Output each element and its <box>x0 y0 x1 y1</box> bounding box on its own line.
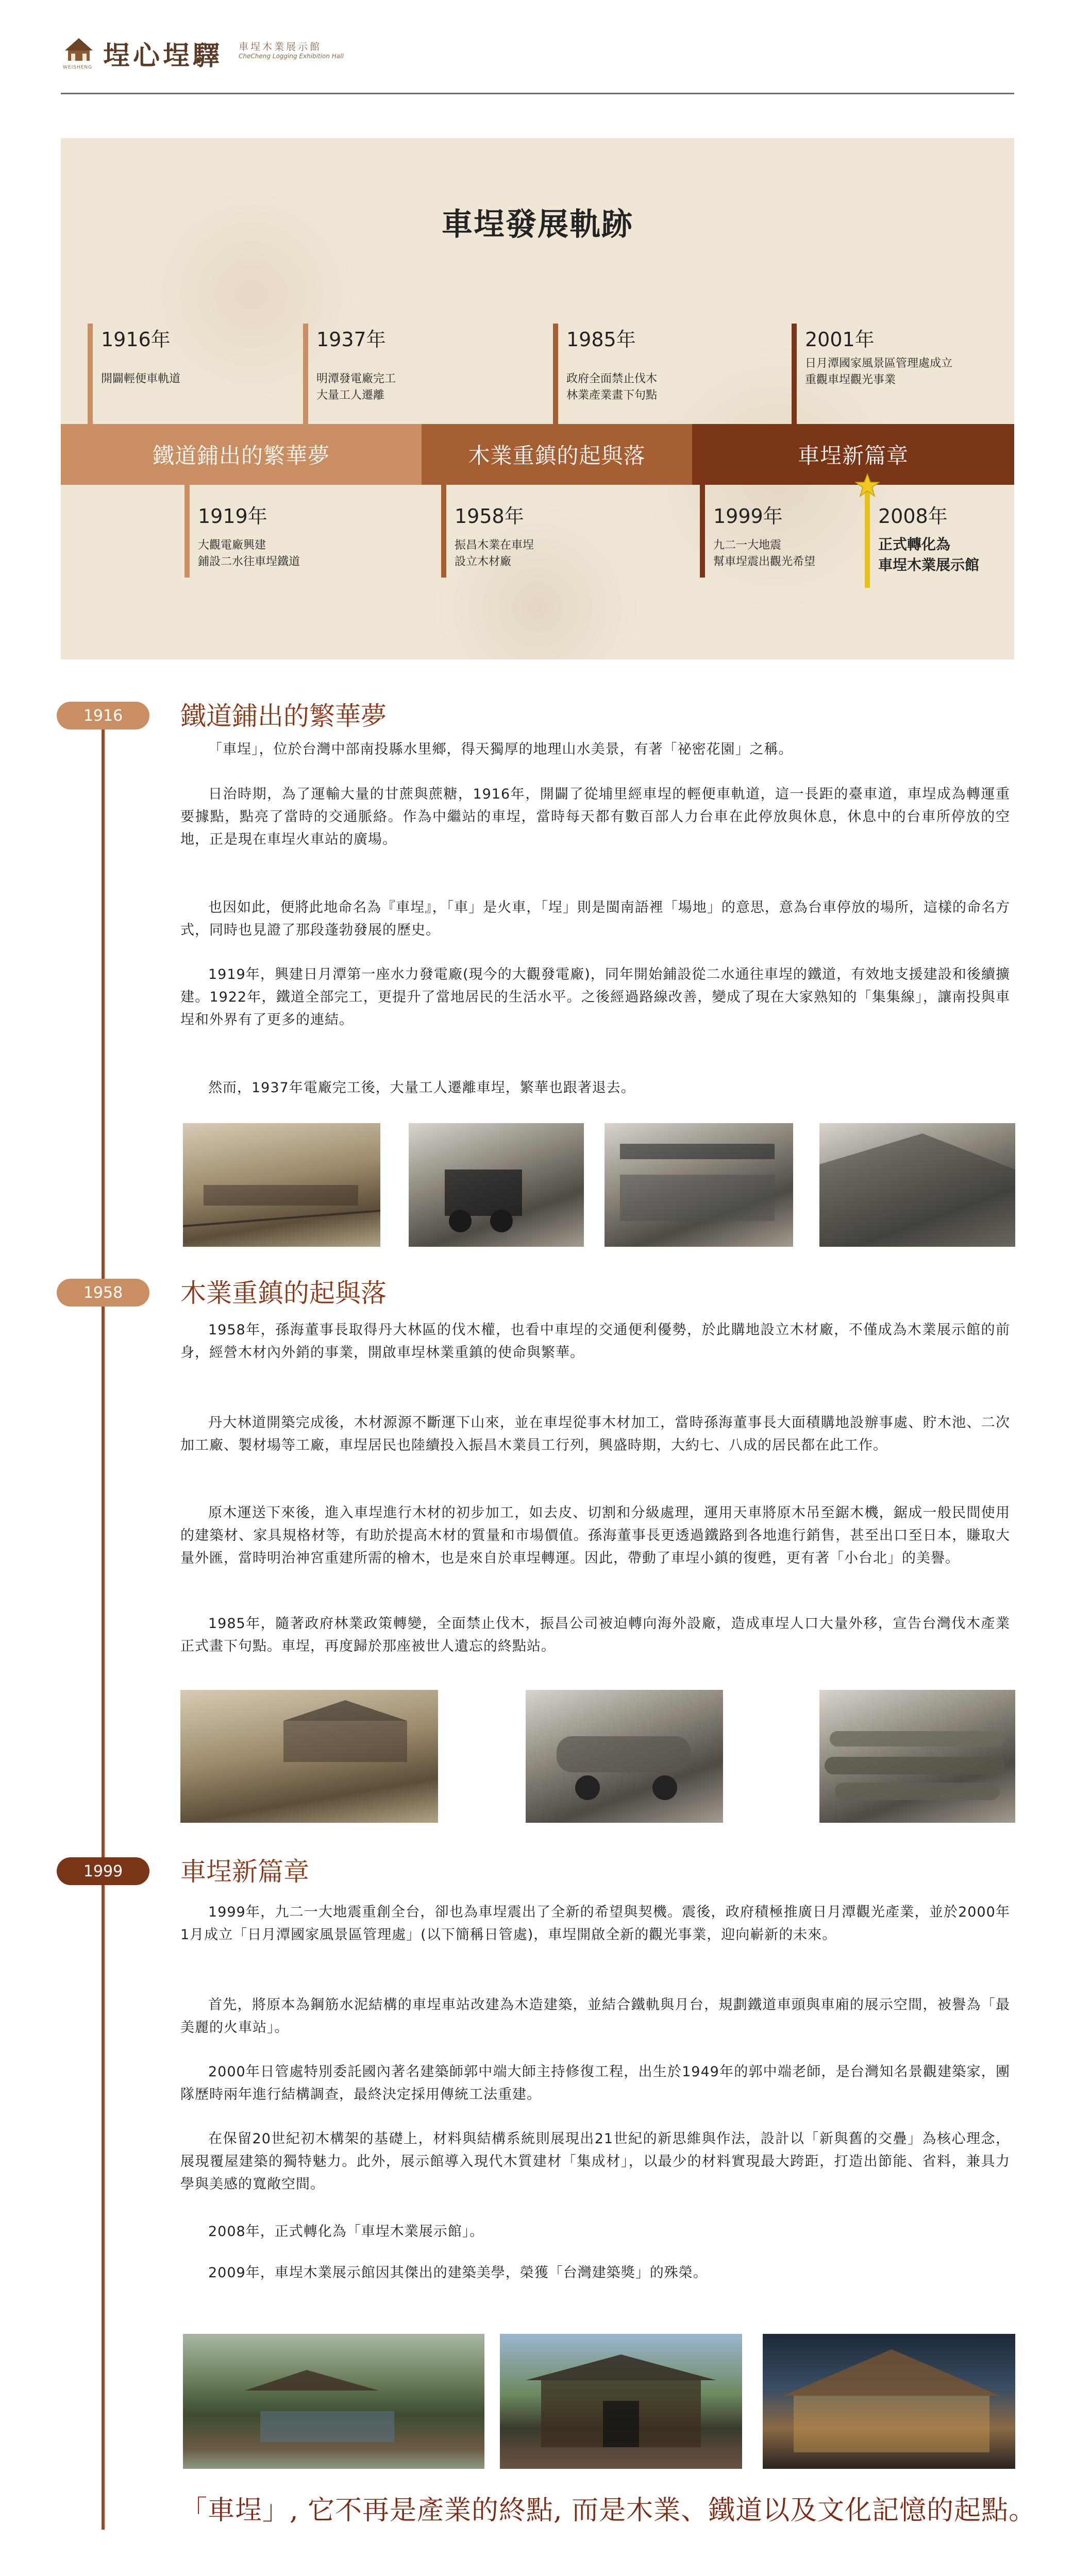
photo-exhibition-hall-night <box>763 2334 1015 2469</box>
era-band-railway: 鐵道鋪出的繁華夢 <box>61 424 422 485</box>
milestone-2001 <box>792 324 1008 424</box>
milestone-2008 <box>865 485 1014 588</box>
milestone-desc: 政府全面禁止伐木 林業產業畫下句點 <box>566 372 658 402</box>
milestone-desc: 大觀電廠興建 鋪設二水往車埕鐵道 <box>198 539 300 568</box>
milestone-year: 2008年 <box>878 505 948 528</box>
milestone-1985 <box>553 324 728 424</box>
milestone-1958 <box>441 485 596 578</box>
section-title-railway: 鐵道鋪出的繁華夢 <box>180 701 387 731</box>
photo-station-workers <box>605 1123 793 1247</box>
logo-subtitle-zh: 車埕木業展示館 <box>239 41 322 53</box>
photo-timber-factory <box>180 1690 438 1823</box>
photo-log-pile <box>819 1690 1015 1823</box>
section-paragraph: 1999年，九二一大地震重創全台，卻也為車埕震出了全新的希望與契機。震後，政府積極推廣日月潭觀光產業，並於2000年1月成立「日月潭國家風景區管理處」(以下簡稱日管處)，車埕開啟全新的觀光事業，迎向嶄新的未來。 <box>180 1904 1010 1943</box>
milestone-1937 <box>303 324 458 424</box>
section-paragraph: 首先，將原本為鋼筋水泥結構的車埕車站改建為木造建築，並結合鐵軌與月台，規劃鐵道車頭與車廂的展示空間，被譽為「最美麗的火車站」。 <box>180 1997 1010 2036</box>
photo-log-truck <box>526 1690 723 1823</box>
section-paragraph: 2008年，正式轉化為「車埕木業展示館」。 <box>208 2224 484 2240</box>
milestone-desc: 正式轉化為 車埕木業展示館 <box>878 536 980 573</box>
star-icon <box>855 473 880 498</box>
photo-steam-locomotive <box>409 1123 584 1247</box>
year-badge-1958: 1958 <box>57 1279 149 1307</box>
milestone-year: 1985年 <box>566 328 636 351</box>
milestone-desc: 九二一大地震 幫車埕震出觀光希望 <box>713 539 816 568</box>
milestone-1916 <box>88 324 283 424</box>
milestone-desc: 開闢輕便車軌道 <box>101 372 181 385</box>
milestone-desc: 日月潭國家風景區管理處成立 重觀車埕觀光事業 <box>805 357 953 386</box>
section-paragraph: 丹大林道開築完成後，木材源源不斷運下山來，並在車埕從事木材加工，當時孫海董事長大面積購地設辦事處、貯木池、二次加工廠、製材場等工廠，車埕居民也陸續投入振昌木業員工行列，興盛時期，大約七、八成的居民都在此工作。 <box>180 1415 1010 1453</box>
timeline-title: 車埕發展軌跡 <box>442 207 633 243</box>
section-paragraph: 也因如此，便將此地命名為『車埕』，「車」是火車，「埕」則是閩南語裡「場地」的意思，意為台車停放的場所，這樣的命名方式，同時也見證了那段蓬勃發展的歷史。 <box>180 900 1010 938</box>
section-paragraph: 原木運送下來後，進入車埕進行木材的初步加工，如去皮、切割和分級處理，運用天車將原木吊至鋸木機，鋸成一般民間使用的建築材、家具規格材等，有助於提高木材的質量和市場價值。孫海董事長更透過鐵路到各地進行銷售，甚至出口至日本，賺取大量外匯，當時明治神宮重建所需的檜木，也是來自於車埕轉運。因此，帶動了車埕小鎮的復甦，更有著「小台北」的美譽。 <box>180 1505 1010 1566</box>
milestone-desc: 振昌木業在車埕 設立木材廠 <box>455 539 534 568</box>
section-paragraph: 在保留20世紀初木構架的基礎上，材料與結構系統則展現出21世紀的新思維與作法，設計以「新與舊的交疊」為核心理念，展現覆屋建築的獨特魅力。此外，展示館導入現代木質建材「集成材」，以最少的材料實現最大跨距，打造出節能、省料，兼具力學與美感的寬敞空間。 <box>180 2131 1010 2192</box>
logo-text[interactable]: 埕心埕驛 <box>103 40 223 72</box>
timeline-panel <box>61 138 1014 659</box>
section-paragraph: 1958年，孫海董事長取得丹大林區的伐木權，也看中車埕的交通便利優勢，於此購地設立木材廠，不僅成為木業展示館的前身，經營木材內外銷的事業，開啟車埕林業重鎮的使命與繁華。 <box>180 1322 1010 1361</box>
section-paragraph: 2009年，車埕木業展示館因其傑出的建築美學，榮獲「台灣建築獎」的殊榮。 <box>208 2265 708 2281</box>
milestone-1919 <box>184 485 349 578</box>
section-paragraph: 「車埕」，位於台灣中部南投縣水里鄉，得天獨厚的地理山水美景，有著「祕密花園」之稱。 <box>208 741 793 757</box>
milestone-1999 <box>700 485 865 578</box>
site-header <box>61 31 1014 98</box>
milestone-year: 1916年 <box>101 328 171 351</box>
section-paragraph: 然而，1937年電廠完工後，大量工人遷離車埕，繁華也跟著退去。 <box>208 1080 635 1096</box>
logo-subtitle-en: CheCheng Logging Exhibition Hall <box>239 53 344 60</box>
milestone-year: 1919年 <box>198 505 267 528</box>
era-band-new-chapter: 車埕新篇章 <box>692 424 1014 485</box>
header-divider <box>61 93 1014 94</box>
section-paragraph: 2000年日管處特別委託國內著名建築師郭中端大師主持修復工程，出生於1949年的郭中端老師，是台灣知名景觀建築家，團隊歷時兩年進行結構調查，最終決定採用傳統工法重建。 <box>180 2064 1010 2103</box>
photo-hillside-yard <box>819 1123 1015 1247</box>
photo-railway-yard <box>183 1123 380 1247</box>
milestone-year: 1937年 <box>316 328 386 351</box>
timeline-spine <box>102 714 105 2530</box>
milestone-year: 1999年 <box>713 505 783 528</box>
section-paragraph: 日治時期，為了運輸大量的甘蔗與蔗糖，1916年，開闢了從埔里經車埕的輕便車軌道，這一長距的臺車道，車埕成為轉運重要據點，點亮了當時的交通脈絡。作為中繼站的車埕，當時每天都有數百部人力台車在此停放與休息，休息中的台車所停放的空地，正是現在車埕火車站的廣場。 <box>180 786 1010 848</box>
era-band-timber: 木業重鎮的起與落 <box>422 424 692 485</box>
section-paragraph: 1919年，興建日月潭第一座水力發電廠(現今的大觀發電廠)，同年開始鋪設從二水通往車埕的鐵道，有效地支援建設和後續擴建。1922年，鐵道全部完工，更提升了當地居民的生活水平。之後經過路線改善，變成了現在大家熟知的「集集線」，讓南投與車埕和外界有了更多的連結。 <box>180 967 1010 1028</box>
milestone-year: 1958年 <box>455 505 524 528</box>
year-badge-1999: 1999 <box>57 1857 149 1885</box>
year-badge-1916: 1916 <box>57 702 149 730</box>
photo-aerial-village <box>183 2334 484 2469</box>
milestone-desc: 明潭發電廠完工 大量工人遷離 <box>316 372 396 402</box>
milestone-year: 2001年 <box>805 328 875 351</box>
section-paragraph: 1985年，隨著政府林業政策轉變，全面禁止伐木，振昌公司被迫轉向海外設廠，造成車埕人口大量外移，宣告台灣伐木產業正式畫下句點。車埕，再度歸於那座被世人遺忘的終點站。 <box>180 1616 1010 1654</box>
photo-station-entrance <box>500 2334 742 2469</box>
section-title-new-chapter: 車埕新篇章 <box>180 1857 309 1887</box>
logo-mark-icon <box>63 35 95 64</box>
closing-statement: 「車埕」, 它不再是產業的終點, 而是木業、鐵道以及文化記憶的起點。 <box>180 2495 1036 2526</box>
logo-english: WEISHENG <box>63 65 93 70</box>
section-title-timber: 木業重鎮的起與落 <box>180 1278 387 1308</box>
